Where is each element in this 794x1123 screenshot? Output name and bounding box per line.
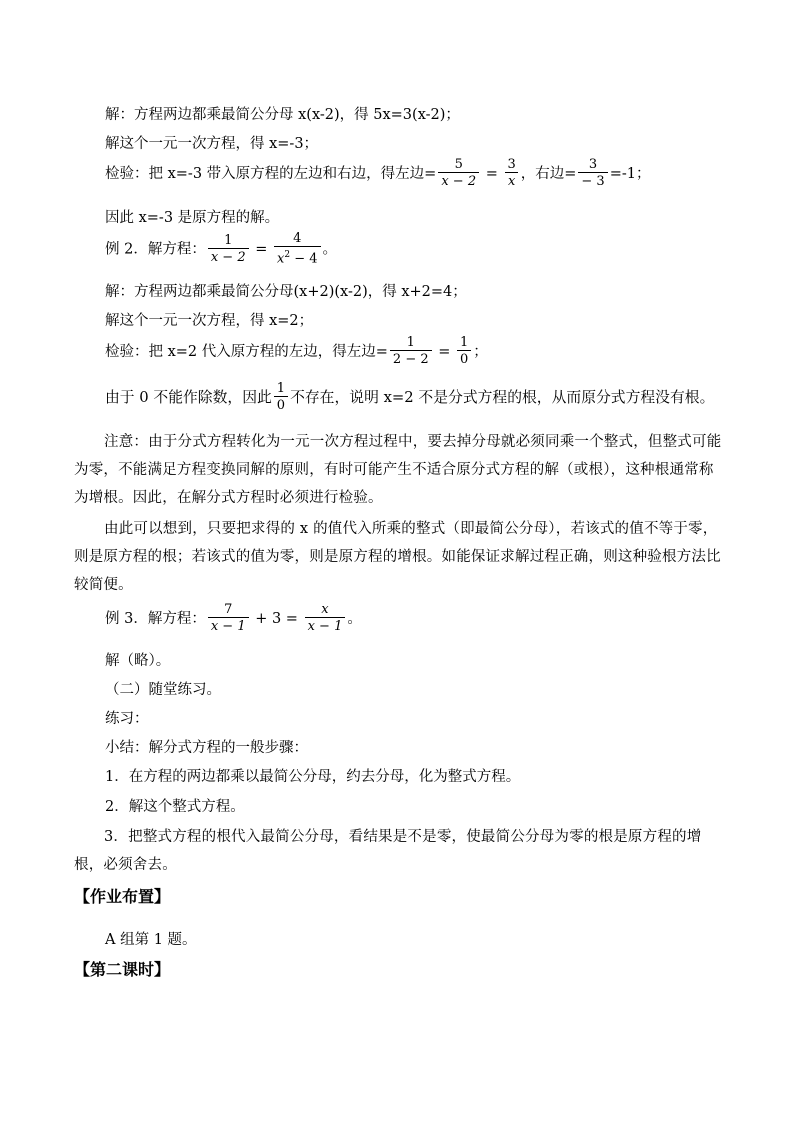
exercise-label: 练习：: [105, 711, 149, 727]
fraction-1-over-0-b: $\frac{1}{0}$: [274, 381, 288, 413]
example-3-line: 例 3．解方程： $\frac{7}{x - 1}$ + 3 = $\frac{x}{x - 1}$ 。: [105, 602, 362, 634]
insight-paragraph: 由此可以想到，只要把求得的 x 的值代入所乘的整式（即最简公分母），若该式的值不等于零，则是原方程的根；若该式的值为零，则是原方程的增根。如能保证求解过程正确，则这种验根方法比较简便。: [74, 521, 721, 593]
second-lesson-heading: 【第二课时】: [74, 960, 171, 979]
fraction-x-over-x-1: $\frac{x}{x - 1}$: [305, 602, 346, 634]
step-2: 2．解这个整式方程。: [105, 799, 245, 815]
solution-omitted: 解（略）。: [105, 653, 171, 669]
conclusion-line: 因此 x=-3 是原方程的解。: [105, 210, 280, 226]
no-root-line: 由于 0 不能作除数，因此 $\frac{1}{0}$ 不存在，说明 x=2 不是分式方程的根，从而原分式方程没有根。: [105, 381, 715, 413]
homework-heading: 【作业布置】: [74, 887, 171, 906]
fraction-3-over-x: $\frac{3}{x}$: [504, 157, 518, 189]
solution-2-line-1: 解：方程两边都乘最简公分母(x+2)(x-2)，得 x+2=4；: [105, 284, 467, 300]
fraction-1-over-x-2: $\frac{1}{x - 2}$: [208, 233, 249, 265]
summary-line: 小结：解分式方程的一般步骤：: [105, 740, 308, 756]
note-paragraph: 注意：由于分式方程转化为一元一次方程过程中，要去掉分母就必须同乘一个整式，但整式可能为零，不能满足方程变换同解的原则，有时可能产生不适合原分式方程的解（或根），这种根通常称为增根。因此，在解分式方程时必须进行检验。: [74, 434, 722, 506]
step-1: 1．在方程的两边都乘以最简公分母，约去分母，化为整式方程。: [105, 769, 521, 785]
fraction-4-over-x2-4: $\frac{4}{x^2 - 4}$: [274, 231, 321, 266]
fraction-1-over-2-2: $\frac{1}{2 - 2}$: [390, 335, 432, 367]
solution-line-2: 解这个一元一次方程，得 x=-3；: [105, 136, 319, 152]
example-2-line: 例 2．解方程： $\frac{1}{x - 2}$ = $\frac{4}{x^2 - 4}$ 。: [105, 231, 337, 267]
practice-heading: （二）随堂练习。: [105, 682, 221, 698]
solution-line-1: 解：方程两边都乘最简公分母 x(x-2)，得 5x=3(x-2)；: [105, 107, 460, 123]
fraction-3-over-neg3: $\frac{3}{- 3}$: [578, 157, 607, 189]
check-line-1: 检验：把 x=-3 带入原方程的左边和右边，得左边= $\frac{5}{x - 2}$ = $\frac{3}{x}$ ，右边= $\frac{3}{- 3}$ =-1；: [105, 157, 651, 189]
homework-body: A 组第 1 题。: [105, 932, 197, 948]
check-2-line: 检验：把 x=2 代入原方程的左边，得左边= $\frac{1}{2 - 2}$ = $\frac{1}{0}$ ；: [105, 335, 488, 367]
fraction-5-over-x-2: $\frac{5}{x - 2}$: [438, 157, 479, 189]
solution-2-line-2: 解这个一元一次方程，得 x=2；: [105, 313, 314, 329]
fraction-1-over-0: $\frac{1}{0}$: [457, 335, 471, 367]
fraction-7-over-x-1: $\frac{7}{x - 1}$: [208, 602, 249, 634]
step-3-paragraph: 3．把整式方程的根代入最简公分母，看结果是不是零，使最简公分母为零的根是原方程的增根，必须舍去。: [74, 829, 702, 873]
